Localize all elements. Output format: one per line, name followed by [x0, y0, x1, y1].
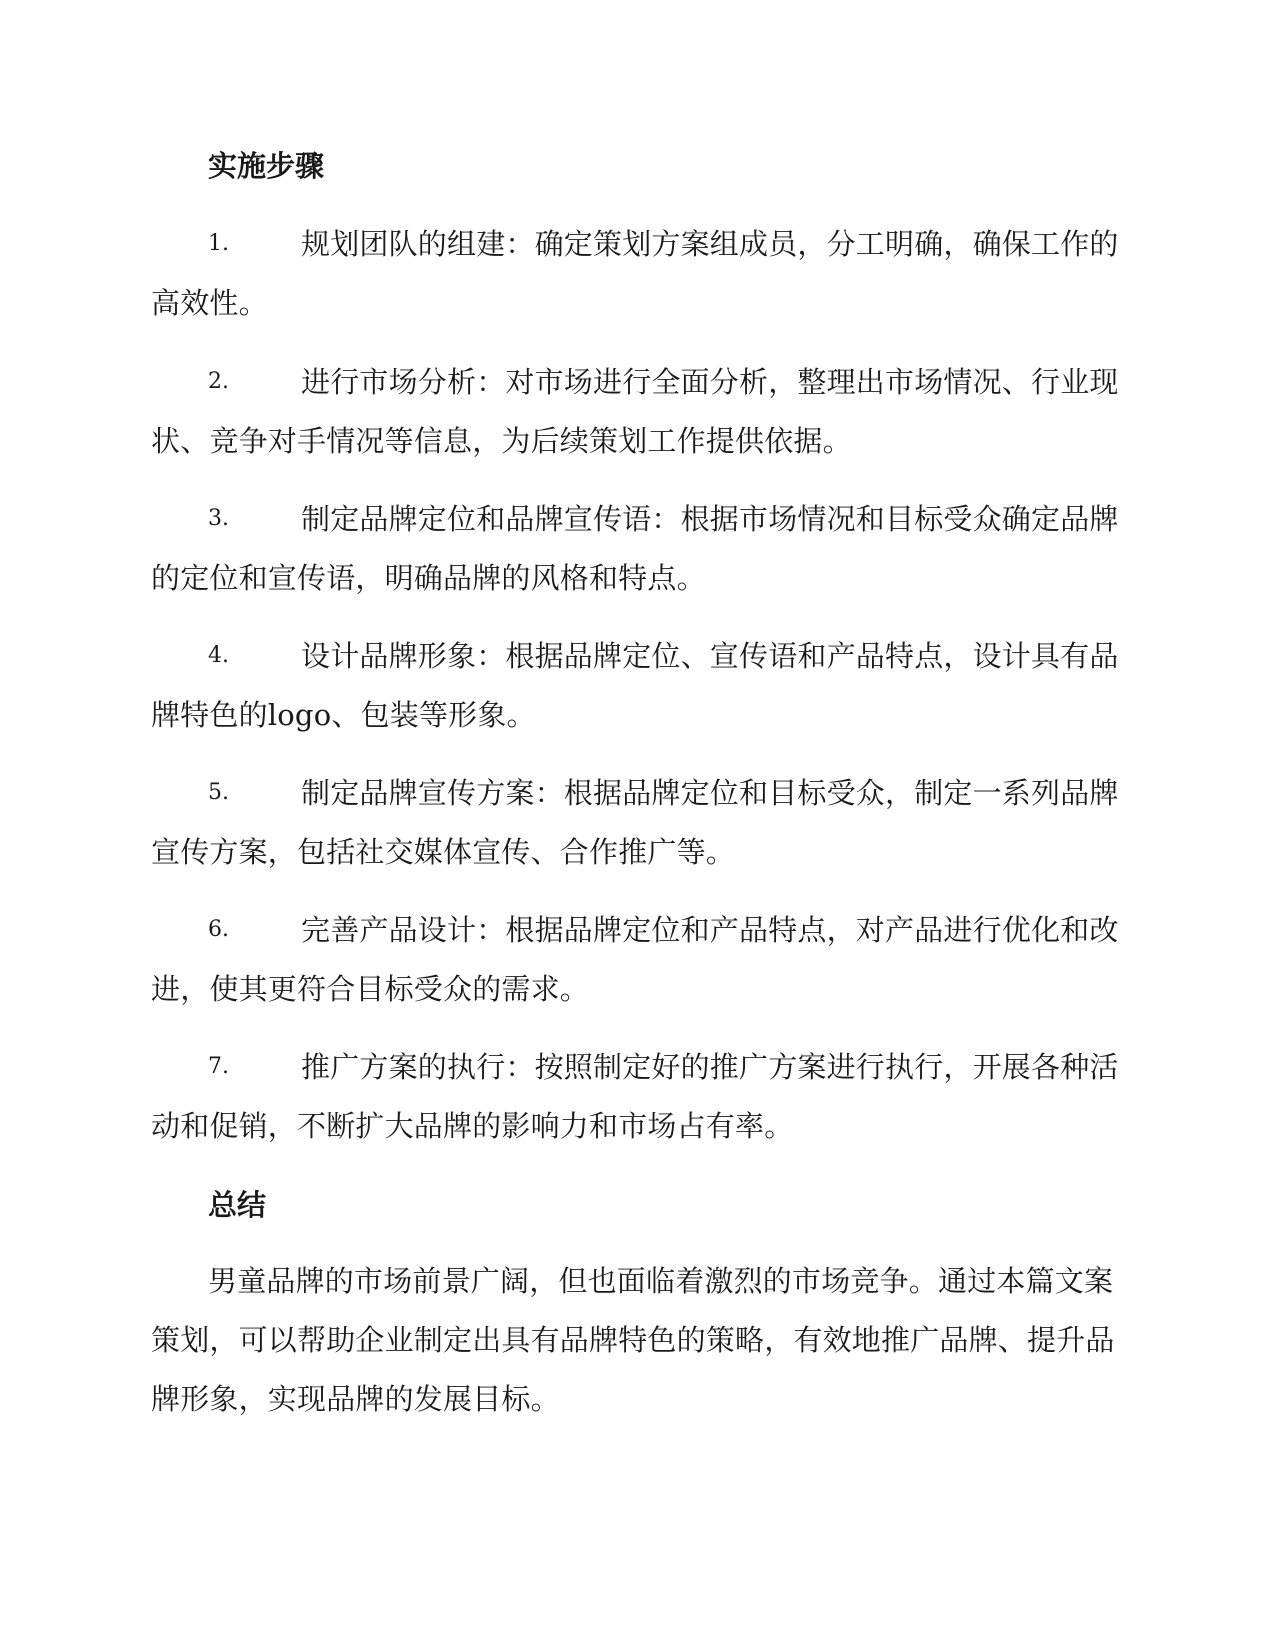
- step-text-line1: 完善产品设计：根据品牌定位和产品特点，对产品进行优化和改: [301, 913, 1119, 947]
- step-number: 3.: [208, 506, 229, 531]
- step-number: 2.: [208, 369, 229, 394]
- summary-line: 策划，可以帮助企业制定出具有品牌特色的策略，有效地推广品牌、提升品: [151, 1323, 1115, 1357]
- step-text-line2: 高效性。: [151, 286, 268, 320]
- step-text-line1: 制定品牌宣传方案：根据品牌定位和目标受众，制定一系列品牌: [301, 776, 1119, 810]
- step-text-line1: 设计品牌形象：根据品牌定位、宣传语和产品特点，设计具有品: [301, 639, 1119, 673]
- step-number: 5.: [208, 780, 229, 805]
- step-text-line2: 动和促销，不断扩大品牌的影响力和市场占有率。: [151, 1109, 794, 1143]
- step-text-line2: 牌特色的logo、包装等形象。: [151, 698, 536, 732]
- step-text-line1: 进行市场分析：对市场进行全面分析，整理出市场情况、行业现: [301, 365, 1119, 399]
- step-text-line1: 规划团队的组建：确定策划方案组成员，分工明确，确保工作的: [301, 227, 1119, 261]
- step-text-line2: 进，使其更符合目标受众的需求。: [151, 972, 590, 1006]
- step-number: 1.: [208, 231, 229, 256]
- step-text-line1: 推广方案的执行：按照制定好的推广方案进行执行，开展各种活: [301, 1050, 1119, 1084]
- heading-steps: 实施步骤: [208, 149, 325, 183]
- step-text-line1: 制定品牌定位和品牌宣传语：根据市场情况和目标受众确定品牌: [301, 502, 1119, 536]
- summary-line: 男童品牌的市场前景广阔，但也面临着激烈的市场竞争。通过本篇文案: [208, 1264, 1114, 1298]
- summary-line: 牌形象，实现品牌的发展目标。: [151, 1382, 560, 1416]
- step-text-line2: 宣传方案，包括社交媒体宣传、合作推广等。: [151, 835, 736, 869]
- step-text-line2: 的定位和宣传语，明确品牌的风格和特点。: [151, 561, 706, 595]
- step-text-line2: 状、竞争对手情况等信息，为后续策划工作提供依据。: [151, 424, 852, 458]
- step-number: 4.: [208, 643, 229, 668]
- heading-summary: 总结: [208, 1188, 267, 1222]
- step-number: 6.: [208, 917, 229, 942]
- step-number: 7.: [208, 1054, 229, 1079]
